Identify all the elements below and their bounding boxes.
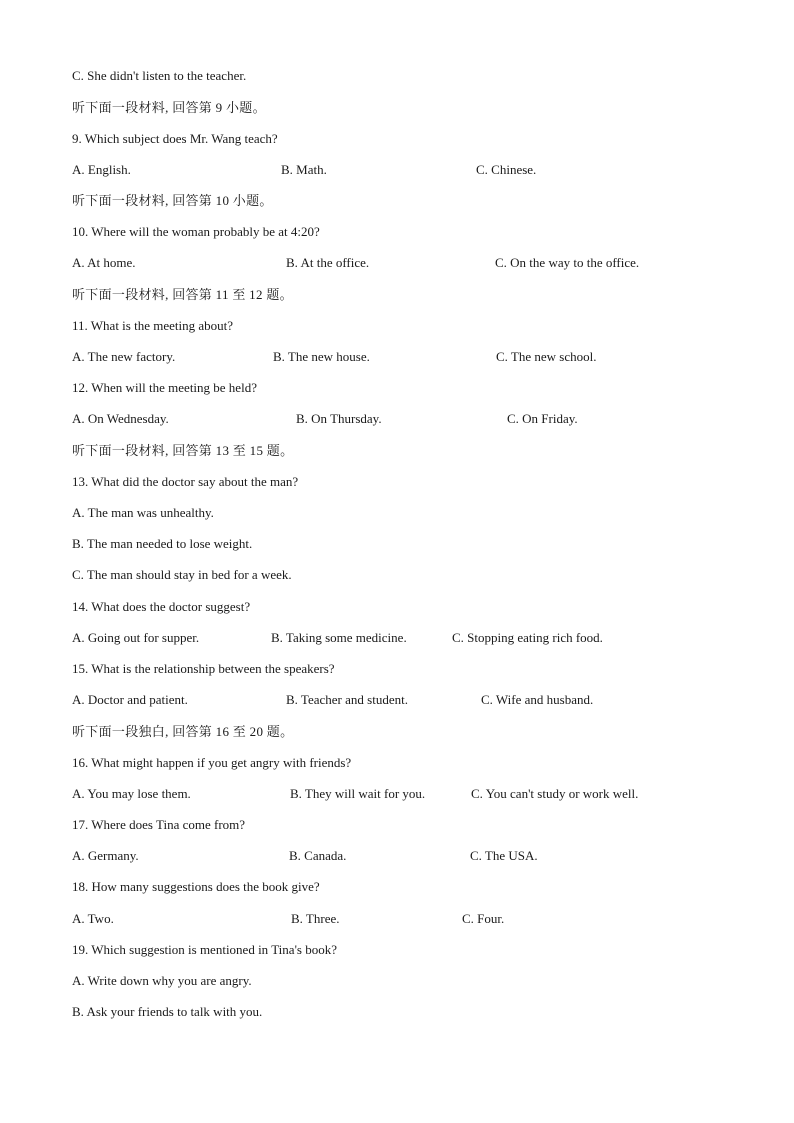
question-14-option-a: A. Going out for supper.: [72, 630, 200, 645]
question-11-option-a: A. The new factory.: [72, 349, 176, 364]
question-18-option-b: B. Three.: [291, 911, 340, 926]
question-19: 19. Which suggestion is mentioned in Tina's book?: [72, 942, 337, 957]
question-16: 16. What might happen if you get angry with friends?: [72, 755, 352, 770]
question-17-option-a: A. Germany.: [72, 848, 139, 863]
question-18: 18. How many suggestions does the book give?: [72, 879, 320, 894]
question-13-option-c: C. The man should stay in bed for a week.: [72, 567, 292, 582]
question-12-option-a: A. On Wednesday.: [72, 411, 169, 426]
question-10-option-a: A. At home.: [72, 255, 136, 270]
question-17-option-b: B. Canada.: [289, 848, 347, 863]
question-12-option-c: C. On Friday.: [507, 411, 578, 426]
question-16-option-c: C. You can't study or work well.: [471, 786, 639, 801]
question-9-option-b: B. Math.: [281, 162, 327, 177]
question-14-option-c: C. Stopping eating rich food.: [452, 630, 603, 645]
question-19-option-a: A. Write down why you are angry.: [72, 973, 252, 988]
question-9: 9. Which subject does Mr. Wang teach?: [72, 131, 278, 146]
question-16-option-b: B. They will wait for you.: [290, 786, 426, 801]
question-15-option-b: B. Teacher and student.: [286, 692, 408, 707]
question-14-option-b: B. Taking some medicine.: [271, 630, 407, 645]
question-17: 17. Where does Tina come from?: [72, 817, 246, 832]
question-12-option-b: B. On Thursday.: [296, 411, 382, 426]
question-15-option-c: C. Wife and husband.: [481, 692, 594, 707]
question-17-option-c: C. The USA.: [470, 848, 538, 863]
question-18-option-a: A. Two.: [72, 911, 114, 926]
question-10-option-b: B. At the office.: [286, 255, 370, 270]
question-9-option-c: C. Chinese.: [476, 162, 537, 177]
section-instruction-9: 听下面一段材料, 回答第 9 小题。: [72, 100, 266, 115]
question-13: 13. What did the doctor say about the man?: [72, 474, 299, 489]
question-12: 12. When will the meeting be held?: [72, 380, 257, 395]
option-c-q8: C. She didn't listen to the teacher.: [72, 68, 247, 83]
section-instruction-11-12: 听下面一段材料, 回答第 11 至 12 题。: [72, 287, 293, 302]
question-10: 10. Where will the woman probably be at 4:20?: [72, 224, 320, 239]
section-instruction-13-15: 听下面一段材料, 回答第 13 至 15 题。: [72, 443, 294, 458]
question-15-option-a: A. Doctor and patient.: [72, 692, 188, 707]
question-15: 15. What is the relationship between the speakers?: [72, 661, 335, 676]
question-16-option-a: A. You may lose them.: [72, 786, 191, 801]
question-19-option-b: B. Ask your friends to talk with you.: [72, 1004, 263, 1019]
question-11: 11. What is the meeting about?: [72, 318, 234, 333]
section-instruction-16-20: 听下面一段独白, 回答第 16 至 20 题。: [72, 724, 294, 739]
question-11-option-c: C. The new school.: [496, 349, 597, 364]
section-instruction-10: 听下面一段材料, 回答第 10 小题。: [72, 193, 273, 208]
question-11-option-b: B. The new house.: [273, 349, 370, 364]
question-9-option-a: A. English.: [72, 162, 131, 177]
question-14: 14. What does the doctor suggest?: [72, 599, 251, 614]
question-13-option-a: A. The man was unhealthy.: [72, 505, 214, 520]
question-10-option-c: C. On the way to the office.: [495, 255, 640, 270]
question-13-option-b: B. The man needed to lose weight.: [72, 536, 253, 551]
question-18-option-c: C. Four.: [462, 911, 505, 926]
